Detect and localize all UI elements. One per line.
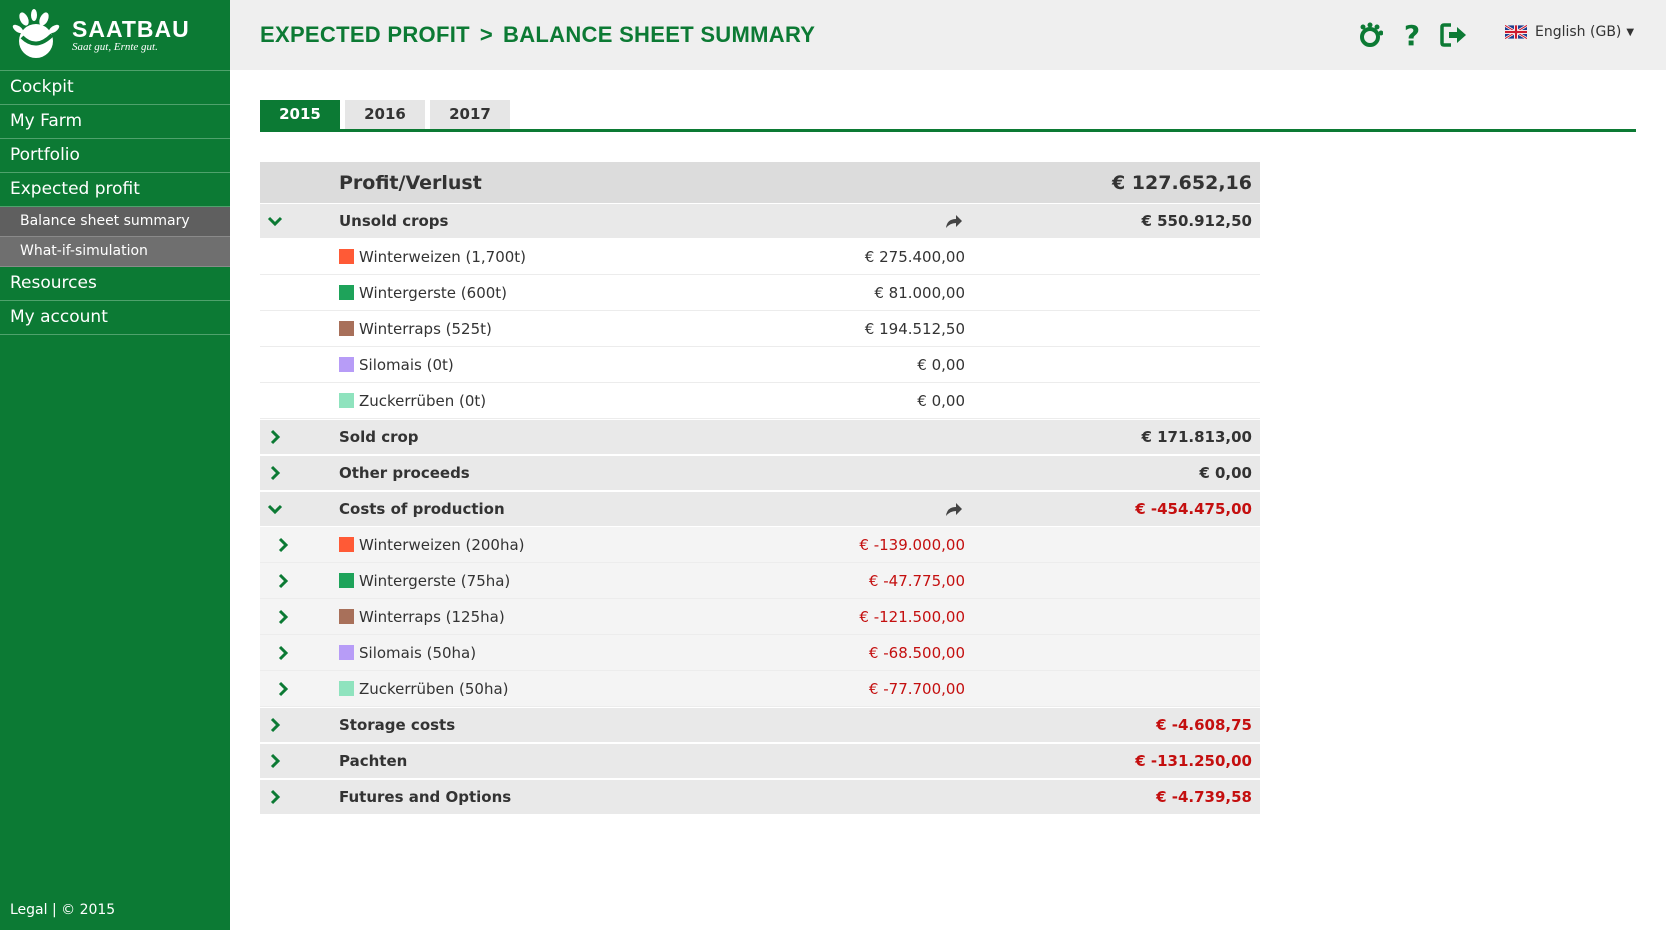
unsold-crop-row — [260, 383, 1260, 419]
crop-value: € 194.512,50 — [864, 319, 965, 338]
share-icon[interactable] — [945, 213, 965, 229]
crop-color-swatch — [339, 249, 354, 264]
crop-color-swatch — [339, 573, 354, 588]
total-value: € 127.652,16 — [1111, 171, 1252, 194]
section-label: Unsold crops — [339, 212, 449, 230]
unsold-crop-row — [260, 275, 1260, 311]
share-icon[interactable] — [945, 501, 965, 517]
header-icons — [1355, 20, 1481, 50]
breadcrumb — [260, 22, 815, 48]
crop-color-swatch — [339, 645, 354, 660]
section-label: Sold crop — [339, 428, 419, 446]
chevron-right-icon[interactable] — [266, 752, 284, 770]
cost-row[interactable] — [260, 527, 1260, 563]
section-other-proceeds[interactable] — [260, 455, 1260, 491]
section-label: Pachten — [339, 752, 408, 770]
crop-label: Winterraps (525t) — [359, 319, 492, 338]
logo[interactable] — [0, 0, 230, 71]
section-value: € 171.813,00 — [1141, 428, 1252, 446]
sidebar-item-expected-profit[interactable]: Expected profit — [0, 173, 230, 207]
sidebar-item-portfolio[interactable]: Portfolio — [0, 139, 230, 173]
crop-color-swatch — [339, 285, 354, 300]
chevron-right-icon[interactable] — [274, 608, 292, 626]
saatbau-logo-icon — [10, 7, 66, 63]
chevron-right-icon[interactable] — [266, 464, 284, 482]
brand-slogan: Saat gut, Ernte gut. — [72, 41, 158, 53]
uk-flag-icon — [1505, 25, 1527, 39]
chevron-down-icon[interactable] — [266, 500, 284, 518]
balance-sheet — [260, 162, 1260, 815]
section-value: € 0,00 — [1199, 464, 1252, 482]
breadcrumb-expected-profit[interactable]: EXPECTED PROFIT — [260, 22, 470, 47]
crop-color-swatch — [339, 537, 354, 552]
tab-2016[interactable]: 2016 — [345, 100, 425, 129]
crop-value: € 275.400,00 — [864, 247, 965, 266]
cost-value: € -68.500,00 — [868, 643, 965, 662]
unsold-crop-row — [260, 311, 1260, 347]
crop-color-swatch — [339, 357, 354, 372]
crop-color-swatch — [339, 609, 354, 624]
section-label: Storage costs — [339, 716, 456, 734]
sidebar-subitem-what-if-simulation[interactable]: What-if-simulation — [0, 237, 230, 267]
chevron-right-icon[interactable] — [274, 572, 292, 590]
section-value: € -454.475,00 — [1135, 500, 1252, 518]
cost-label: Wintergerste (75ha) — [359, 571, 511, 590]
total-row — [260, 162, 1260, 203]
sidebar-item-my-farm[interactable]: My Farm — [0, 105, 230, 139]
crop-color-swatch — [339, 681, 354, 696]
cost-row[interactable] — [260, 635, 1260, 671]
language-selector[interactable] — [1505, 24, 1634, 40]
total-label: Profit/Verlust — [339, 171, 482, 194]
crop-value: € 0,00 — [917, 355, 965, 374]
crop-label: Zuckerrüben (0t) — [359, 391, 487, 410]
section-pachten[interactable] — [260, 743, 1260, 779]
breadcrumb-balance-sheet-summary: BALANCE SHEET SUMMARY — [503, 22, 816, 47]
crop-label: Winterweizen (1,700t) — [359, 247, 527, 266]
section-value: € -4.739,58 — [1156, 788, 1252, 806]
crop-color-swatch — [339, 393, 354, 408]
section-label: Other proceeds — [339, 464, 470, 482]
chevron-right-icon[interactable] — [266, 428, 284, 446]
section-storage-costs[interactable] — [260, 707, 1260, 743]
section-label: Futures and Options — [339, 788, 512, 806]
caret-down-icon: ▼ — [1626, 26, 1635, 38]
logout-icon[interactable] — [1439, 20, 1469, 50]
breadcrumb-separator: > — [479, 22, 494, 47]
unsold-crop-row — [260, 239, 1260, 275]
sidebar-item-resources[interactable]: Resources — [0, 267, 230, 301]
section-costs-of-production[interactable] — [260, 491, 1260, 527]
tab-2017[interactable]: 2017 — [430, 100, 510, 129]
help-icon[interactable]: ? — [1403, 18, 1421, 52]
section-unsold-crops[interactable] — [260, 203, 1260, 239]
cost-label: Zuckerrüben (50ha) — [359, 679, 509, 698]
section-value: € -4.608,75 — [1156, 716, 1252, 734]
chevron-right-icon[interactable] — [266, 788, 284, 806]
section-futures-and-options[interactable] — [260, 779, 1260, 815]
cost-row[interactable] — [260, 563, 1260, 599]
chevron-down-icon[interactable] — [266, 212, 284, 230]
cost-row[interactable] — [260, 671, 1260, 707]
chevron-right-icon[interactable] — [274, 680, 292, 698]
footer-legal[interactable]: Legal | © 2015 — [10, 902, 116, 918]
language-label: English (GB) — [1535, 24, 1622, 40]
sidebar-item-my-account[interactable]: My account — [0, 301, 230, 335]
cost-label: Silomais (50ha) — [359, 643, 477, 662]
year-tabs — [260, 100, 1636, 132]
sidebar — [0, 0, 230, 930]
section-sold-crop[interactable] — [260, 419, 1260, 455]
cost-value: € -139.000,00 — [859, 535, 965, 554]
crop-label: Wintergerste (600t) — [359, 283, 508, 302]
chevron-right-icon[interactable] — [266, 716, 284, 734]
tab-2015[interactable]: 2015 — [260, 100, 340, 129]
section-value: € -131.250,00 — [1135, 752, 1252, 770]
chevron-right-icon[interactable] — [274, 536, 292, 554]
cost-label: Winterweizen (200ha) — [359, 535, 525, 554]
section-value: € 550.912,50 — [1141, 212, 1252, 230]
cost-value: € -121.500,00 — [859, 607, 965, 626]
header — [230, 0, 1666, 70]
sidebar-subitem-balance-sheet-summary[interactable]: Balance sheet summary — [0, 207, 230, 237]
saatbau-icon[interactable] — [1355, 20, 1385, 50]
crop-color-swatch — [339, 321, 354, 336]
sidebar-item-cockpit[interactable]: Cockpit — [0, 71, 230, 105]
cost-value: € -47.775,00 — [868, 571, 965, 590]
brand-name: SAATBAU — [72, 16, 190, 42]
crop-value: € 81.000,00 — [874, 283, 965, 302]
crop-value: € 0,00 — [917, 391, 965, 410]
cost-label: Winterraps (125ha) — [359, 607, 505, 626]
chevron-right-icon[interactable] — [274, 644, 292, 662]
crop-label: Silomais (0t) — [359, 355, 454, 374]
unsold-crop-row — [260, 347, 1260, 383]
section-label: Costs of production — [339, 500, 505, 518]
cost-value: € -77.700,00 — [868, 679, 965, 698]
cost-row[interactable] — [260, 599, 1260, 635]
